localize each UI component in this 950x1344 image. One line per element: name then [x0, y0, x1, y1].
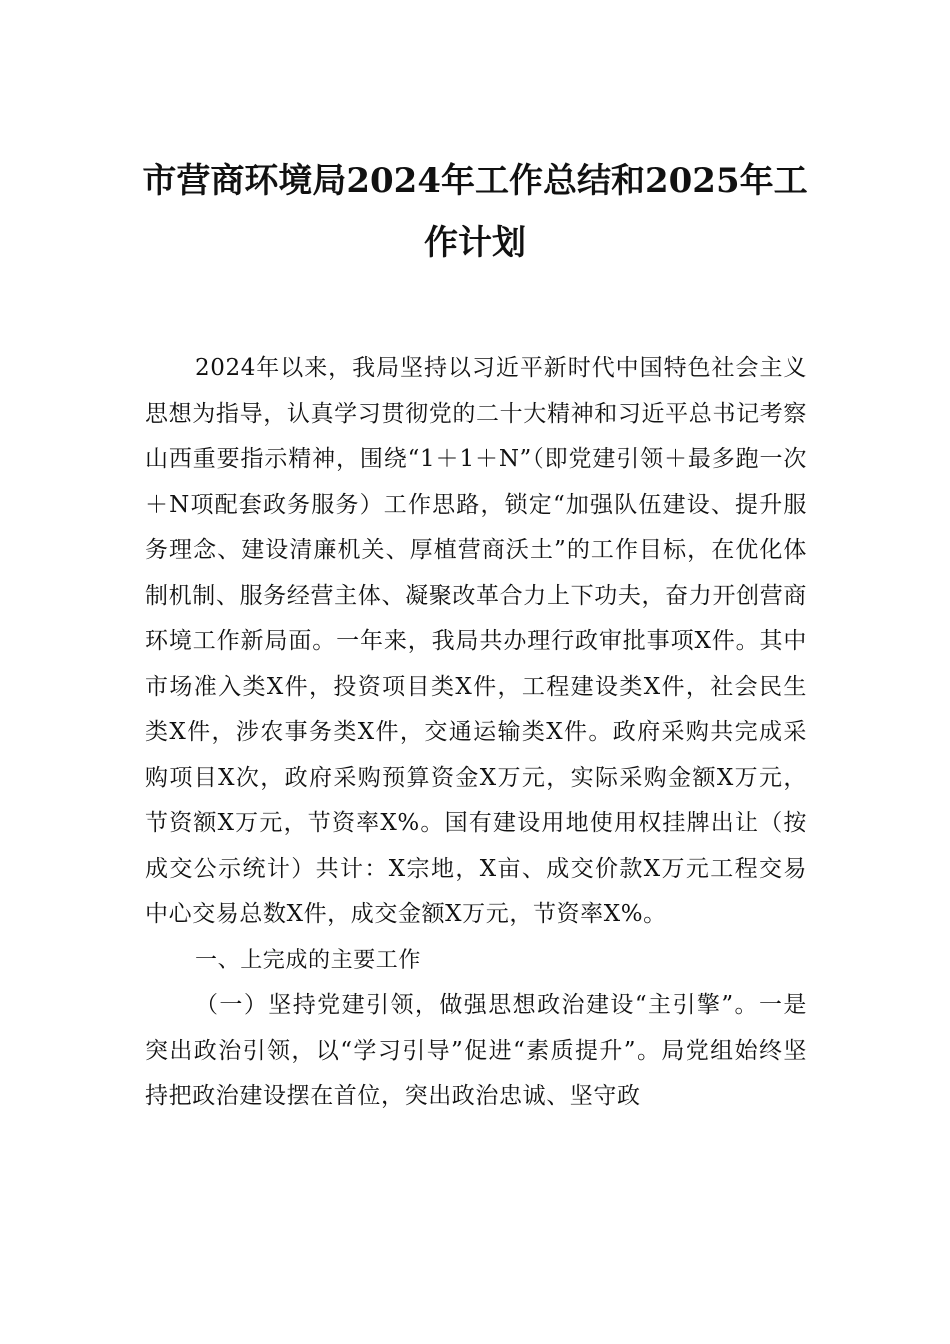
intro-paragraph: 2024年以来，我局坚持以习近平新时代中国特色社会主义思想为指导，认真学习贯彻党的二十大精神和习近平总书记考察山西重要指示精神，围绕“1＋1＋N”（即党建引领＋最多跑一次＋N项配套政务服务）工作思路，锁定“加强队伍建设、提升服务理念、建设清廉机关、厚植营商沃土”的工作目标，在优化体制机制、服务经营主体、凝聚改革合力上下功夫，奋力开创营商环境工作新局面。一年来，我局共办理行政审批事项X件。其中市场准入类X件，投资项目类X件，工程建设类X件，社会民生类X件，涉农事务类X件，交通运输类X件。政府采购共完成采购项目X次，政府采购预算资金X万元，实际采购金额X万元，节资额X万元，节资率X%。国有建设用地使用权挂牌出让（按成交公示统计）共计：X宗地，X亩、成交价款X万元工程交易中心交易总数X件，成交金额X万元，节资率X%。: [145, 355, 807, 927]
document-body: [145, 346, 807, 1120]
document-title: 市营商环境局2024年工作总结和2025年工作计划: [142, 161, 808, 263]
section-heading-1: 一、上完成的主要工作: [195, 947, 422, 973]
subsection-paragraph-1: （一）坚持党建引领，做强思想政治建设“主引擎”。一是突出政治引领，以“学习引导”促进“素质提升”。局党组始终坚持把政治建设摆在首位，突出政治忠诚、坚守政: [145, 992, 807, 1109]
